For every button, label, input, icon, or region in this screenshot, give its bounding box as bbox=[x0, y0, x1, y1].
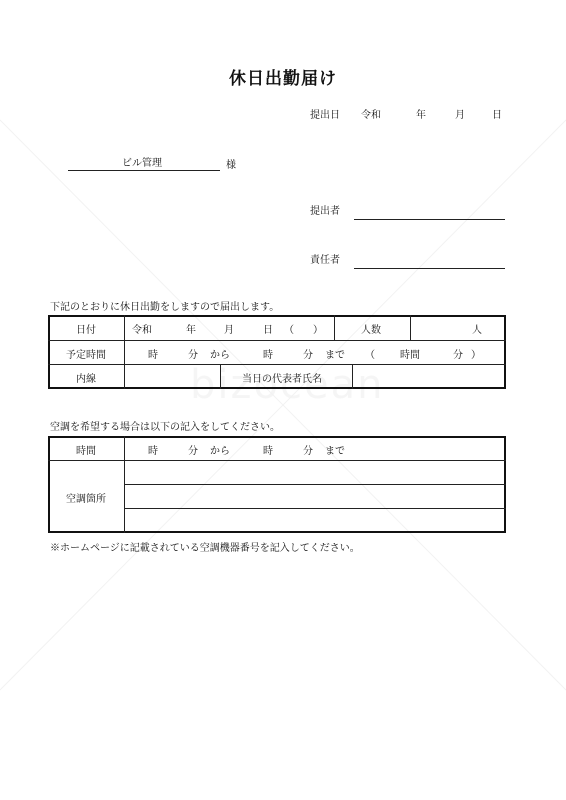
table1-ext-rep-divider bbox=[220, 364, 221, 389]
submission-year: 年 bbox=[416, 110, 426, 121]
ac-from-text: から bbox=[210, 446, 230, 457]
table2-header-divider bbox=[48, 460, 506, 461]
date-weekday-paren-open: （ bbox=[284, 325, 294, 336]
duration-minute-unit: 分 bbox=[453, 350, 463, 361]
table2-label-column-divider bbox=[124, 436, 125, 533]
people-label: 人数 bbox=[361, 325, 381, 336]
date-day: 日 bbox=[263, 325, 273, 336]
table2-location-divider-1 bbox=[124, 484, 506, 485]
table1-people-value-divider bbox=[410, 315, 411, 340]
document-title: 休日出勤届け bbox=[229, 69, 337, 89]
date-month: 月 bbox=[224, 325, 234, 336]
addressee-name: ビル管理 bbox=[122, 158, 162, 169]
date-year: 年 bbox=[186, 325, 196, 336]
ac-intro-text: 空調を希望する場合は以下の記入をしてください。 bbox=[50, 422, 280, 433]
planned-time-label: 予定時間 bbox=[66, 350, 106, 361]
table1-row-divider-2 bbox=[48, 364, 506, 365]
ac-start-hour-unit: 時 bbox=[148, 446, 158, 457]
submitter-signature-line[interactable] bbox=[354, 219, 505, 220]
table1-label-column-divider bbox=[124, 315, 125, 389]
start-hour-unit: 時 bbox=[148, 350, 158, 361]
people-unit: 人 bbox=[472, 325, 482, 336]
ac-end-hour-unit: 時 bbox=[263, 446, 273, 457]
ac-start-minute-unit: 分 bbox=[188, 446, 198, 457]
ac-end-minute-unit: 分 bbox=[303, 446, 313, 457]
responsible-signature-line[interactable] bbox=[354, 268, 505, 269]
submission-era: 令和 bbox=[361, 110, 381, 121]
footnote: ※ホームページに記載されている空調機器番号を記入してください。 bbox=[50, 543, 360, 554]
start-minute-unit: 分 bbox=[188, 350, 198, 361]
submission-day: 日 bbox=[492, 110, 502, 121]
date-weekday-paren-close: ） bbox=[313, 325, 323, 336]
table1-row-divider-1 bbox=[48, 340, 506, 341]
addressee-underline bbox=[68, 170, 220, 171]
date-label: 日付 bbox=[76, 325, 96, 336]
duration-hours-unit: 時間 bbox=[400, 350, 420, 361]
submission-month: 月 bbox=[455, 110, 465, 121]
representative-label: 当日の代表者氏名 bbox=[242, 374, 322, 385]
table1-rep-value-divider bbox=[352, 364, 353, 389]
addressee-honorific: 様 bbox=[226, 160, 236, 171]
submission-date-label: 提出日 bbox=[310, 110, 340, 121]
ac-time-label: 時間 bbox=[76, 446, 96, 457]
duration-paren-close: ） bbox=[471, 350, 481, 361]
extension-label: 内線 bbox=[76, 374, 96, 385]
submitter-label: 提出者 bbox=[310, 206, 340, 217]
end-hour-unit: 時 bbox=[263, 350, 273, 361]
table1-date-people-divider bbox=[334, 315, 335, 340]
duration-paren-open: （ bbox=[365, 350, 375, 361]
until-text: まで bbox=[325, 350, 345, 361]
end-minute-unit: 分 bbox=[303, 350, 313, 361]
table2-location-divider-2 bbox=[124, 508, 506, 509]
intro-text: 下記のとおりに休日出勤をしますので届出します。 bbox=[50, 302, 280, 313]
from-text: から bbox=[210, 350, 230, 361]
date-era: 令和 bbox=[132, 325, 152, 336]
ac-location-label: 空調箇所 bbox=[66, 494, 106, 505]
responsible-label: 責任者 bbox=[310, 255, 340, 266]
ac-until-text: まで bbox=[325, 446, 345, 457]
